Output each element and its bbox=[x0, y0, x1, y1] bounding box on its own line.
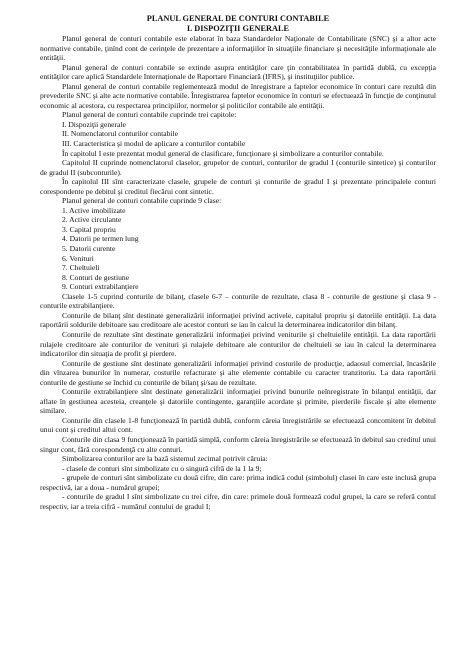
section-heading: I. DISPOZIŢII GENERALE bbox=[186, 24, 290, 33]
list-item: 4. Datorii pe termen lung bbox=[62, 234, 139, 244]
list-item: I. Dispoziţii generale bbox=[62, 119, 126, 129]
paragraph: Conturile din clasa 9 funcţionează în partidă simplă, conform căreia înregistrările se efectuează în debitul sau creditul unui singur cont, fără corespondenţă cu alte conturi. bbox=[40, 434, 436, 454]
document-title: PLANUL GENERAL DE CONTURI CONTABILE bbox=[146, 14, 330, 23]
chapters-list bbox=[40, 120, 436, 149]
paragraph: Conturile extrabilanţiere sînt destinate generalizării informaţiei privind bunurile neînregistrate în bilanţul entităţii, dar aflate în gestiunea acesteia, creanţele şi datoriile contingente, garanţiile acordate şi primite, pierderile fiscale şi alte elemente similare. bbox=[40, 387, 436, 416]
list-item: 3. Capital propriu bbox=[62, 224, 116, 234]
paragraph: Planul general de conturi contabile cuprinde trei capitole: bbox=[62, 110, 237, 120]
list-item: 5. Datorii curente bbox=[62, 244, 116, 254]
list-item: 8. Conturi de gestiune bbox=[62, 272, 130, 282]
paragraph: - conturile de gradul I sînt simbolizate cu trei cifre, din care: primele două formează codul grupei, la care se referă contul respectiv, iar a treia cifră - numărul contului de gradul I; bbox=[40, 492, 436, 511]
list-item: 9. Conturi extrabilanţiere bbox=[62, 282, 139, 292]
paragraph: Conturile de gestiune sînt destinate generalizării informaţiei privind costurile de producţie, adaosul comercial, încasările din vînzarea bunurilor în numerar, costurile refacturate şi alte elemente contabile cu caracter tranzitoriu. La data raportării conturile de gestiune se închid cu conturile de bilanţ şi/sau de rezultate. bbox=[40, 358, 436, 387]
paragraph: Conturile de rezultate sînt destinate generalizării informaţiei privind veniturile şi cheltuielile entităţii. La data raportării rulajele creditoare ale conturilor de venituri şi rulajele debitoare ale conturilor de cheltuieli se iau în calcul la determinarea indicatorilor din situaţia de profit şi pierdere. bbox=[40, 329, 436, 359]
list-item: 7. Cheltuieli bbox=[62, 263, 100, 273]
paragraph: Planul general de conturi contabile cuprinde 9 clase: bbox=[62, 196, 222, 206]
list-item: 1. Active imobilizate bbox=[62, 205, 126, 215]
list-item: II. Nomenclatorul conturilor contabile bbox=[62, 129, 178, 139]
paragraph: Simbolizarea conturilor are la bază sistemul zecimal potrivit căruia: bbox=[62, 454, 268, 464]
paragraph: Clasele 1-5 cuprind conturile de bilanţ, clasele 6-7 – conturile de rezultate, clasa 8 - conturile de gestiune şi clasa 9 - conturile extrabilanţiere. bbox=[40, 291, 436, 311]
list-item: 2. Active circulante bbox=[62, 215, 122, 225]
paragraph: Conturile de bilanţ sînt destinate generalizării informaţiei privind activele, capitalul propriu şi datoriile entităţii. La data raportării soldurile debitoare sau creditoare ale acestor conturi se iau în calcul la determinarea indicatorilor din bilanţ. bbox=[40, 310, 436, 330]
list-item: 6. Venituri bbox=[62, 253, 94, 263]
paragraph: În capitolul I este prezentat modul general de clasificare, funcţionare şi simbolizare a conturilor contabile. bbox=[62, 148, 384, 158]
paragraph: Planul general de conturi contabile se extinde asupra entităţilor care ţin contabilitatea în partidă dublă, cu excepţia entităţilor care aplică Standardele Internaţionale de Raportare Financiară (IFRS), şi instituţiilor publice. bbox=[40, 62, 436, 82]
paragraph: Capitolul II cuprinde nomenclatorul claselor, grupelor de conturi, conturilor de gradul I (conturile sintetice) şi conturilor de gradul II (subconturile). bbox=[40, 158, 436, 177]
classes-list bbox=[40, 206, 436, 292]
paragraph: Planul general de conturi contabile reglementează modul de înregistrare a faptelor economice în conturi care rezultă din prevederile SNC şi alte acte normative contabile. Înregistrarea faptelor economice în conturi se efectuează în funcţie de conţinutul economic al acestora, cu respectarea principiilor, normelor şi politicilor contabile ale entităţii. bbox=[40, 81, 436, 110]
paragraph: Planul general de conturi contabile este elaborat în baza Standardelor Naţionale de Contabilitate (SNC) şi a altor acte normative contabile, ţinînd cont de cerinţele de prezentare a informaţiilor în situaţiile financiare şi necesităţile informaţionale ale entităţii. bbox=[40, 34, 436, 63]
paragraph: În capitolul III sînt caracterizate clasele, grupele de conturi şi conturile de gradul I şi prezentate principalele conturi corespondente pe debitul şi creditul fiecărui cont sintetic. bbox=[40, 177, 436, 196]
list-item: III. Caracteristica şi modul de aplicare a conturilor contabile bbox=[62, 139, 246, 149]
paragraph: - grupele de conturi sînt simbolizate cu două cifre, din care: prima indică codul (simbolul) clasei în care este inclusă grupa respectivă, iar a doua - numărul grupei; bbox=[40, 473, 436, 492]
paragraph: - clasele de conturi sînt simbolizate cu o singură cifră de la 1 la 9; bbox=[62, 463, 262, 473]
paragraph: Conturile din clasele 1-8 funcţionează în partidă dublă, conform căreia înregistrările se efectuează concomitent în debitul unui cont şi creditul altui cont. bbox=[40, 415, 436, 435]
